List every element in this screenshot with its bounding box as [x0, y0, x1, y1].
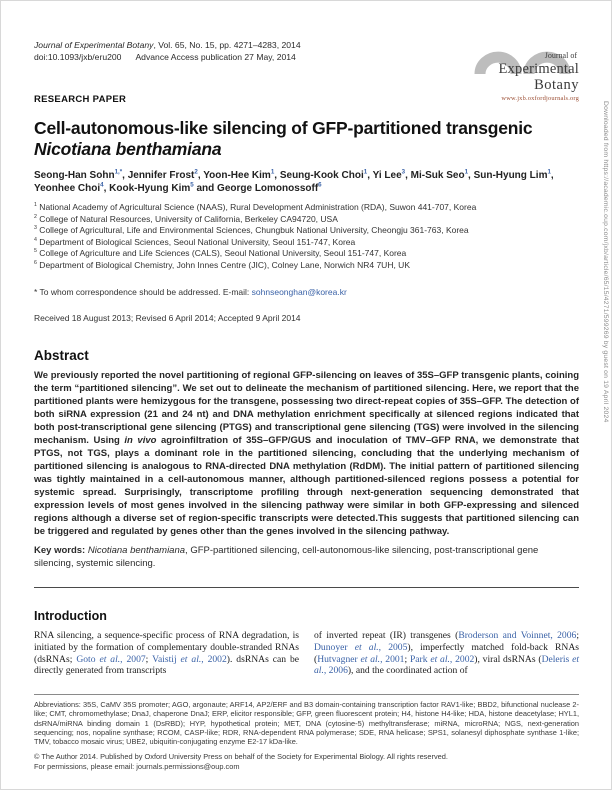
- text-segment: ). dsRNAs can be directly generated from transcripts: [34, 653, 300, 677]
- text-segment[interactable]: 1: [363, 168, 368, 176]
- text-segment: , GFP-partitioned silencing, cell-autonomous-like silencing, post-transcriptional gene silencing, systemic silencing.: [34, 545, 539, 569]
- text-segment[interactable]: 5: [190, 181, 194, 189]
- citation-link[interactable]: Deleris: [541, 653, 573, 665]
- section-divider: [34, 587, 579, 588]
- affiliation-item: [34, 237, 579, 249]
- text-segment: We previously reported the novel partitioning of regional GFP-silencing on leaves of 35S–GFP transgenic plants, coining the term “partitioned silencing”. We set out to delineate the mechanism of partitioned silencing. Here, we report that the partitioned plants were hemizygous for the transgene, possessing two direct-repeat copies of 35S–GFP. The detection of both siRNA expression (21 and 24 nt) and DNA methylation enrichment specifically at silenced regions indicated that both post-transcriptional gene silencing (PTGS) and transcriptional gene silencing (TGS) were involved in the silencing mechanism. Using: [34, 370, 579, 446]
- abbreviations-footnote: Abbreviations: 35S, CaMV 35S promoter; AGO, argonaute; ARF14, AP2/ERF and B3 domain-containing transcription factor RAV1-like; BBD2, bifunctional nuclease 2-like; CMT, chromomethylase; DnaJ, chaperone DnaJ; ERP, elicitor responsible; GFP, green fluorescent protein; H4, histone H4-like; HDA, histone deacetylase; HYL1, dsRNA/miRNA binding domain 1 (DsRBD); HYP, hypothetical protein; MET, DNA (cytosine-5) methyltransferase; miRNA, microRNA; NGS, next-generation sequencing; nos, nopaline synthase; RCOM, CASP-like; RDR, RNA-dependent RNA polymerase; SDE, RNA helicase; SPS1, solanesyl diphosphate synthase 1-like; TMV, tobacco mosaic virus; UBE2, ubiquitin-conjugating enzyme E2-17 kDa-like.: [34, 700, 579, 746]
- text-segment: , Seung-Kook Choi: [274, 170, 364, 181]
- affiliation-number: 6: [34, 259, 37, 266]
- affiliation-number: 5: [34, 248, 37, 255]
- logo-journal-of-text: Journal of: [544, 51, 577, 60]
- text-segment[interactable]: 1: [464, 168, 469, 176]
- citation-link[interactable]: Hutvagner: [317, 653, 361, 665]
- text-segment[interactable]: 6: [318, 181, 322, 189]
- affiliation-list: [34, 202, 579, 271]
- article-title-line1: Cell-autonomous-like silencing of GFP-partitioned transgenic: [34, 118, 533, 138]
- logo-experimental-text: Experimental: [498, 61, 579, 77]
- text-segment[interactable]: 2: [194, 168, 198, 176]
- text-segment[interactable]: 4: [100, 181, 104, 189]
- citation-link[interactable]: Broderson and Voinnet, 2006: [458, 630, 577, 641]
- text-segment: , Vol. 65, No. 15, pp. 4271–4283, 2014: [153, 40, 301, 50]
- citation-link[interactable]: Park: [409, 653, 431, 665]
- journal-url-link[interactable]: www.jxb.oxfordjournals.org: [501, 95, 579, 102]
- logo-botany-text: Botany: [534, 77, 579, 93]
- doi-text: doi:10.1093/jxb/eru200: [34, 52, 122, 62]
- text-segment: , Yoon-Hee Kim: [197, 170, 271, 181]
- affiliation-item: [34, 248, 579, 260]
- text-segment: and George Lomonossoff: [193, 183, 319, 194]
- citation-link[interactable]: et al.: [180, 653, 202, 665]
- affiliation-item: [34, 225, 579, 237]
- text-segment: in vivo: [124, 435, 157, 446]
- text-segment: Journal of Experimental Botany: [34, 40, 154, 50]
- text-segment: , Yeonhee Choi: [34, 170, 554, 194]
- received-dates: Received 18 August 2013; Revised 6 April 2014; Accepted 9 April 2014: [34, 313, 301, 323]
- text-segment: , Jennifer Frost: [122, 170, 195, 181]
- copyright-line: © The Author 2014. Published by Oxford University Press on behalf of the Society for Experimental Biology. All rights reserved.: [34, 752, 448, 762]
- copyright-footnote: [34, 752, 579, 771]
- abstract-heading: Abstract: [34, 348, 89, 363]
- introduction-heading: Introduction: [34, 609, 107, 623]
- affiliation-item: [34, 260, 579, 272]
- text-segment: ;: [404, 653, 410, 665]
- journal-logo: [471, 35, 579, 102]
- citation-link[interactable]: , 2005: [378, 641, 408, 653]
- introduction-body: [34, 630, 579, 677]
- text-segment[interactable]: 1: [270, 168, 275, 176]
- affiliation-number: 3: [34, 225, 37, 232]
- citation-link[interactable]: et al.: [430, 653, 450, 665]
- text-segment[interactable]: 1: [547, 168, 551, 176]
- author-list: [34, 169, 579, 195]
- abstract-text: [34, 369, 579, 538]
- citation-link[interactable]: et al.: [354, 641, 379, 653]
- citation-link[interactable]: , 2002: [449, 653, 475, 665]
- correspondence-note: [34, 287, 579, 298]
- text-segment: ), viral dsRNAs (: [474, 653, 542, 665]
- affiliation-text: College of Agricultural, Life and Environmental Sciences, Chungbuk National University, Cheongju 361-763, Korea: [36, 225, 469, 235]
- affiliation-item: [34, 202, 579, 214]
- citation-link[interactable]: Goto: [76, 653, 100, 665]
- text-segment: ), imperfectly matched fold-back RNAs (: [314, 641, 580, 665]
- text-segment[interactable]: 3: [401, 168, 406, 176]
- text-segment: ;: [576, 630, 579, 641]
- text-segment: of inverted repeat (IR) transgenes (: [314, 630, 459, 641]
- affiliation-item: [34, 214, 579, 226]
- page-content: [34, 1, 579, 771]
- text-segment: Key words:: [34, 545, 88, 556]
- advance-access-text: Advance Access publication 27 May, 2014: [135, 52, 296, 62]
- affiliation-text: Department of Biological Chemistry, John Innes Centre (JIC), Colney Lane, Norwich NR4 7UH, UK: [36, 259, 410, 270]
- affiliation-number: 1: [34, 202, 37, 209]
- citation-link[interactable]: , 2001: [380, 653, 405, 665]
- article-title-species: Nicotiana benthamiana: [34, 139, 222, 159]
- citation-link[interactable]: et al.: [360, 653, 381, 665]
- citation-link[interactable]: et al.: [99, 653, 121, 665]
- affiliation-text: Department of Biological Sciences, Seoul National University, Seoul 151-747, Korea: [36, 236, 356, 247]
- text-segment[interactable]: 1,*: [114, 168, 123, 176]
- text-segment: Nicotiana benthamiana: [87, 545, 186, 556]
- introduction-column-right: [314, 630, 579, 677]
- text-segment: , Yi Lee: [367, 170, 402, 181]
- citation-link[interactable]: , 2002: [201, 653, 227, 665]
- citation-link[interactable]: et al.: [314, 653, 580, 677]
- text-segment: Seong-Han Sohn: [34, 170, 115, 181]
- affiliation-text: College of Agriculture and Life Sciences (CALS), Seoul National University, Seoul 151-747, Korea: [36, 248, 407, 258]
- citation-link[interactable]: , 2007: [120, 653, 146, 665]
- affiliation-text: College of Natural Resources, University of California, Berkeley CA94720, USA: [36, 213, 338, 224]
- text-segment: agroinfiltration of 35S–GFP/GUS and inoculation of TMV–GFP RNA, we demonstrate that PTGS, not TGS, plays a dominant role in the partitioned silencing, concluding that the underlying mechanism of partitioned silencing is analogous to RNA-directed DNA methylation (RdDM). The initial pattern of partitioned silencing was tightly maintained in a cell-autonomous manner, although partitioned-silenced regions possess a potential for systemic spread. Surprisingly, transcriptome profiling through next-generation sequencing demonstrated that expression levels of most genes involved in the silencing pathway were similar in both GFP-expressing and silenced regions although a diverse set of region-specific transcripts were detected.This suggests that partitioned silencing can be triggered and regulated by genes other than the genes involved in the silencing pathway.: [34, 435, 579, 537]
- citation-link[interactable]: , 2006: [323, 665, 348, 677]
- keywords-line: [34, 545, 579, 570]
- permissions-line: For permissions, please email: journals.permissions@oup.com: [34, 761, 240, 771]
- text-segment: ), and the coordinated action of: [347, 665, 468, 677]
- text-segment: RNA silencing, a sequence-specific process of RNA degradation, is initiated by the formation of complementary double-stranded RNAs (dsRNAs;: [34, 630, 299, 665]
- citation-link[interactable]: Dunoyer: [314, 641, 355, 653]
- affiliation-text: National Academy of Agricultural Science (NAAS), Rural Development Administration (RDA), Suwon 441-707, Korea: [36, 202, 477, 212]
- article-type-label: RESEARCH PAPER: [34, 94, 127, 105]
- download-attribution: Downloaded from https://academic.oup.com/jxb/article/65/15/4271/599269 by guest on 19 April 2024: [602, 101, 609, 423]
- citation-link[interactable]: Vaistij: [152, 653, 181, 665]
- email-link[interactable]: sohnseonghan@korea.kr: [251, 287, 347, 297]
- article-title: [34, 118, 579, 160]
- text-segment: , Sun-Hyung Lim: [468, 170, 548, 181]
- affiliation-number: 4: [34, 236, 37, 243]
- text-segment: , Mi-Suk Seo: [405, 170, 465, 181]
- footnote-divider: [34, 694, 579, 695]
- introduction-column-left: [34, 630, 299, 677]
- text-segment: * To whom correspondence should be addressed. E-mail:: [34, 287, 252, 297]
- affiliation-number: 2: [34, 213, 37, 220]
- text-segment: ;: [145, 653, 153, 665]
- text-segment: , Kook-Hyung Kim: [103, 183, 191, 194]
